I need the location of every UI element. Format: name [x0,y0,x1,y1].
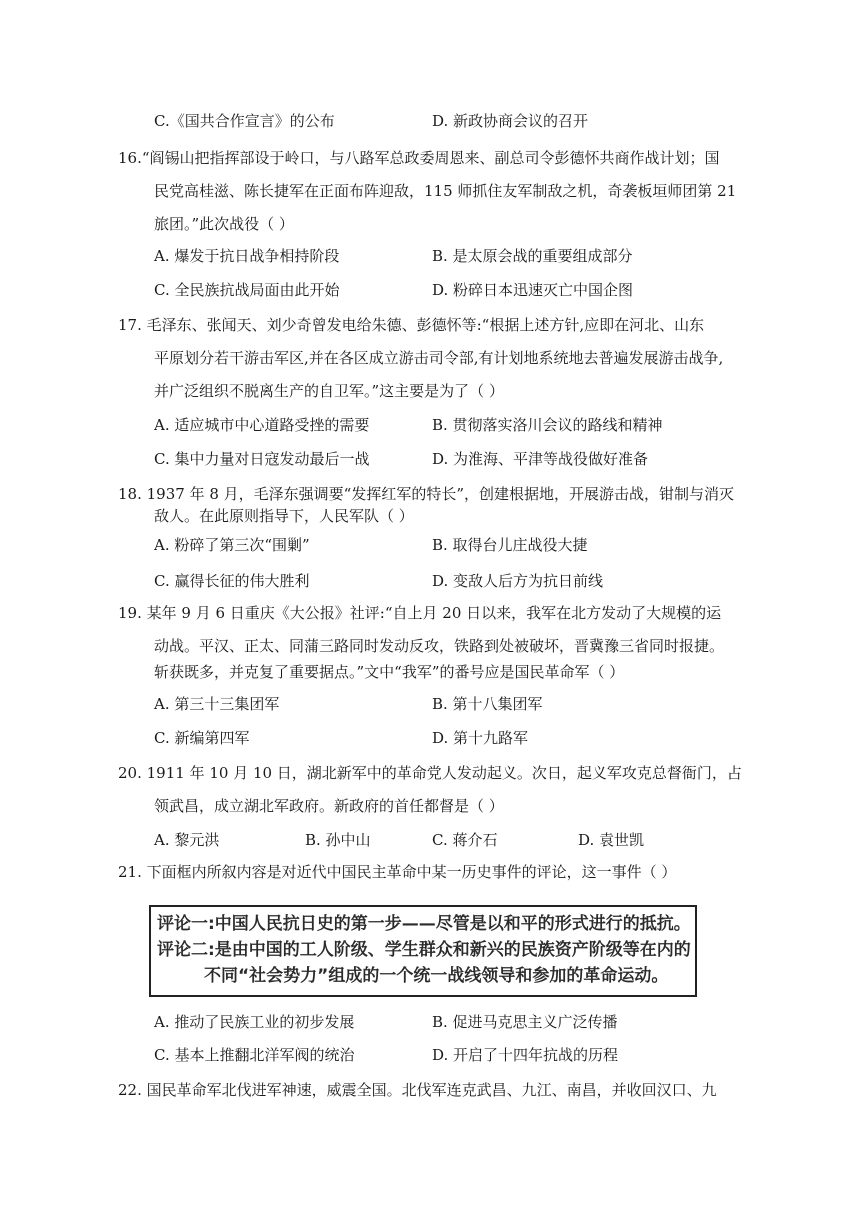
q21-comment-line-3: 不同“社会势力”组成的一个统一战线领导和参加的革命运动。 [204,966,669,986]
q18-option-b[interactable]: B. 取得台儿庄战役大捷 [432,536,588,554]
q20-stem-line-2: 领武昌，成立湖北军政府。新政府的首任都督是（ ） [154,797,504,815]
q19-stem-line-3: 斩获既多，并克复了重要据点。”文中“我军”的番号应是国民革命军（ ） [154,663,625,681]
q19-stem-line-1: 19. 某年 9 月 6 日重庆《大公报》社评:“自上月 20 日以来，我军在北方发动了大规模的运 [118,604,722,622]
q17-stem-line-3: 并广泛组织不脱离生产的自卫军。”这主要是为了（ ） [154,382,504,400]
q19-option-d[interactable]: D. 第十九路军 [432,729,529,747]
q21-comment-box [149,905,697,997]
q18-option-d[interactable]: D. 变敌人后方为抗日前线 [432,572,604,590]
q16-option-d[interactable]: D. 粉碎日本迅速灭亡中国企图 [432,281,634,299]
q17-option-c[interactable]: C. 集中力量对日寇发动最后一战 [154,450,370,468]
q18-stem-line-1: 18. 1937 年 8 月，毛泽东强调要“发挥红军的特长”，创建根据地，开展游击战，钳制与消灭 [118,485,734,503]
q21-option-b[interactable]: B. 促进马克思主义广泛传播 [432,1013,618,1031]
q16-stem-line-2: 民党高桂滋、陈长捷军在正面布阵迎敌，115 师抓住友军制敌之机，奇袭板垣师团第 21 [154,182,737,200]
q21-option-d[interactable]: D. 开启了十四年抗战的历程 [432,1046,619,1064]
q21-option-a[interactable]: A. 推动了民族工业的初步发展 [154,1013,355,1031]
q20-option-b[interactable]: B. 孙中山 [305,831,371,849]
q19-option-a[interactable]: A. 第三十三集团军 [154,695,280,713]
q21-stem-line-1: 21. 下面框内所叙内容是对近代中国民主革命中某一历史事件的评论，这一事件（ ） [118,863,677,881]
q15-option-d[interactable]: D. 新政协商会议的召开 [432,112,589,130]
q21-comment-line-1: 评论一:中国人民抗日史的第一步——尽管是以和平的形式进行的抵抗。 [157,914,691,934]
q22-stem-line-1: 22. 国民革命军北伐进军神速，威震全国。北伐军连克武昌、九江、南昌，并收回汉口、九 [118,1081,717,1099]
q17-stem-line-2: 平原划分若干游击军区,并在各区成立游击司令部,有计划地系统地去普遍发展游击战争, [154,349,724,367]
q21-option-c[interactable]: C. 基本上推翻北洋军阀的统治 [154,1046,355,1064]
q16-stem-line-3: 旅团。”此次战役（ ） [154,215,294,233]
q17-option-b[interactable]: B. 贯彻落实洛川会议的路线和精神 [432,416,663,434]
q20-option-d[interactable]: D. 袁世凯 [578,831,645,849]
q16-option-a[interactable]: A. 爆发于抗日战争相持阶段 [154,247,340,265]
q18-option-a[interactable]: A. 粉碎了第三次“围剿” [154,536,310,554]
q16-option-b[interactable]: B. 是太原会战的重要组成部分 [432,247,633,265]
q15-option-c[interactable]: C.《国共合作宣言》的公布 [154,112,335,130]
q18-option-c[interactable]: C. 赢得长征的伟大胜利 [154,572,310,590]
q20-stem-line-1: 20. 1911 年 10 月 10 日，湖北新军中的革命党人发动起义。次日，起义军攻克总督衙门，占 [118,764,742,782]
q19-option-b[interactable]: B. 第十八集团军 [432,695,543,713]
q20-option-a[interactable]: A. 黎元洪 [154,831,220,849]
q19-option-c[interactable]: C. 新编第四军 [154,729,250,747]
q19-stem-line-2: 动战。平汉、正太、同蒲三路同时发动反攻，铁路到处被破坏，晋冀豫三省同时报捷。 [154,637,725,655]
q18-stem-line-2: 敌人。在此原则指导下，人民军队（ ） [154,507,414,525]
q17-option-a[interactable]: A. 适应城市中心道路受挫的需要 [154,416,370,434]
q17-option-d[interactable]: D. 为淮海、平津等战役做好准备 [432,450,649,468]
q17-stem-line-1: 17. 毛泽东、张闻天、刘少奇曾发电给朱德、彭德怀等:“根据上述方针,应即在河北、山东 [118,316,705,334]
q20-option-c[interactable]: C. 蒋介石 [432,831,498,849]
q16-stem-line-1: 16.“阎锡山把指挥部设于岭口，与八路军总政委周恩来、副总司令彭德怀共商作战计划；国 [118,149,720,167]
q16-option-c[interactable]: C. 全民族抗战局面由此开始 [154,281,340,299]
q21-comment-line-2: 评论二:是由中国的工人阶级、学生群众和新兴的民族资产阶级等在内的 [157,940,691,960]
